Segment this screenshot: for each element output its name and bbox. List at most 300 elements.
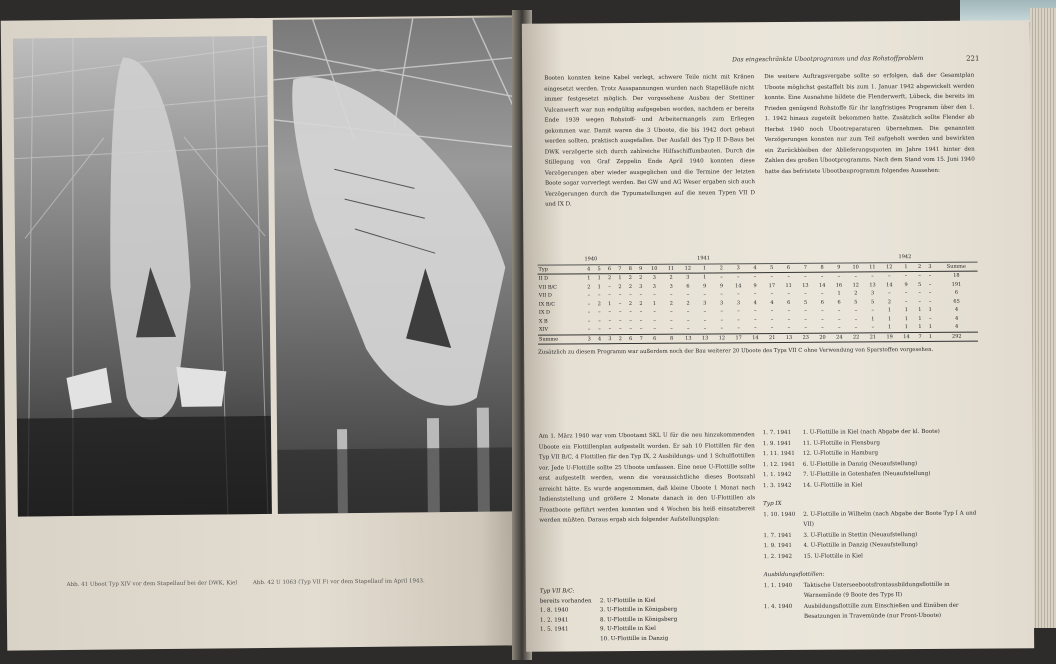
row-sum-cell: 65	[953, 298, 960, 305]
table-cell: 13	[869, 281, 876, 288]
type-cell: IX B/C	[538, 301, 556, 308]
table-cell: –	[770, 291, 774, 298]
type-cell: X B	[538, 318, 548, 325]
table-cell: –	[608, 309, 612, 316]
table-cell: 9	[753, 282, 757, 289]
table-cell: 1	[837, 290, 841, 297]
table-cell: –	[670, 308, 673, 315]
page-edges	[1030, 8, 1056, 628]
table-cell: –	[587, 326, 591, 333]
month-header: 3	[925, 262, 935, 272]
table-cell: –	[737, 308, 740, 315]
sum-cell: 13	[697, 333, 714, 343]
list-item-date: 1. 2. 1942	[763, 553, 793, 560]
table-cell: 1	[618, 275, 622, 282]
table-note: Zusätzlich zu diesem Programm war außerdem noch der Bau weiterer 20 Uboote des Typs VII C ohne Verwendung von Sparstoffen vorgesehen.	[538, 346, 934, 356]
table-cell: –	[653, 308, 656, 315]
sum-cell: 17	[730, 333, 747, 343]
table-cell: 1	[703, 274, 707, 281]
table-cell: 2	[854, 290, 858, 297]
table-cell: 2	[669, 274, 673, 281]
table-cell: 4	[753, 299, 757, 306]
table-cell: –	[918, 290, 922, 297]
row-sum-cell: 191	[951, 281, 962, 288]
table-cell: 16	[835, 282, 843, 289]
table-cell: –	[720, 325, 724, 332]
table-cell: –	[804, 273, 807, 280]
month-header: 12	[679, 264, 696, 274]
table-cell: –	[629, 326, 632, 333]
table-cell: 3	[652, 283, 656, 290]
month-header: 7	[797, 263, 814, 273]
table-cell: –	[871, 273, 874, 280]
flotilla-list-vii	[540, 586, 760, 645]
list-item-date: 1. 9. 1941	[763, 542, 792, 550]
text-column-left	[544, 72, 755, 210]
list-item-text: 7. U-Flottille in Gotenhafen (Neuaufstellung)	[802, 470, 931, 478]
program-table	[537, 253, 978, 345]
table-cell: –	[639, 291, 643, 298]
table-cell: –	[686, 317, 690, 324]
table-cell: –	[821, 307, 824, 314]
list-item-text: Taktische Unterseebootsfrontausbildungsflottille in Warnemünde (9 Boote des Typs II)	[803, 581, 950, 599]
list-item	[540, 634, 760, 645]
table-cell: –	[618, 292, 622, 299]
table-cell: 2	[607, 275, 612, 282]
sum-cell: 3	[605, 334, 615, 344]
photo-u1063	[273, 17, 522, 514]
table-cell: –	[854, 307, 858, 314]
table-cell: 2	[686, 300, 690, 307]
list-item-text: 2. U-Flottille in Wilhelm (nach Abgabe der Boote Typ I A und VII)	[803, 510, 977, 528]
table-cell: –	[618, 317, 622, 324]
table-cell: 3	[720, 299, 724, 306]
month-header: 11	[864, 262, 881, 272]
table-cell: –	[669, 291, 673, 298]
month-header: 2	[914, 262, 924, 272]
table-cell: 2	[639, 274, 643, 281]
table-cell: –	[837, 324, 841, 331]
list-item-date: 1. 5. 1941	[540, 626, 569, 633]
table-cell: –	[619, 326, 622, 333]
table-cell: –	[629, 309, 632, 316]
sum-cell: 13	[680, 334, 697, 344]
month-header: 11	[663, 264, 680, 274]
table-cell: –	[670, 317, 673, 324]
sum-cell: 1	[925, 332, 935, 342]
table-cell: 2	[628, 275, 632, 282]
month-header: 4	[583, 264, 593, 274]
submarine-photo-icon	[13, 36, 272, 517]
row-sum-cell: 18	[953, 272, 960, 279]
table-cell: –	[703, 291, 707, 298]
table-cell: –	[787, 324, 791, 331]
table-cell: 11	[785, 282, 792, 289]
figure-captions	[67, 577, 517, 588]
list-item-date: 1. 7. 1941	[762, 429, 792, 437]
list-item-text: 12. U-Flottille in Hamburg	[802, 450, 879, 457]
list-item	[763, 508, 983, 531]
month-header: 7	[615, 264, 625, 274]
table-cell: 14	[886, 281, 893, 288]
table-cell: –	[787, 316, 791, 323]
sum-cell: 13	[781, 333, 798, 343]
type-cell: VII B/C	[538, 284, 558, 291]
type-cell: XIV	[538, 326, 549, 333]
table-cell: –	[753, 291, 757, 298]
table-cell: 1	[904, 307, 908, 314]
table-cell: 6	[686, 283, 690, 290]
table-cell: –	[703, 317, 707, 324]
list-item-date: 1. 11. 1941	[762, 450, 795, 458]
sum-cell: 21	[764, 333, 781, 343]
table-cell: –	[854, 273, 857, 280]
table-cell: 1	[587, 275, 591, 282]
table-cell: 1	[871, 315, 875, 322]
list-item	[764, 600, 984, 623]
table-cell: 17	[768, 282, 776, 289]
table-cell: 3	[669, 283, 673, 290]
table-cell: –	[587, 317, 591, 324]
table-cell: 5	[854, 298, 858, 305]
table-cell: 13	[802, 282, 809, 289]
month-header: 2	[713, 263, 730, 273]
text-column-right	[764, 71, 975, 177]
list-vii-head: Typ VII B/C:	[539, 588, 575, 595]
table-cell: –	[904, 273, 908, 280]
table-cell: –	[737, 316, 740, 323]
sum-total-cell: 292	[936, 332, 978, 342]
table-cell: 3	[686, 274, 690, 281]
table-cell: 3	[703, 299, 707, 307]
year-1941: 1941	[696, 253, 897, 263]
table-cell: –	[653, 325, 656, 332]
list-item-date: 1. 7. 1941	[763, 532, 792, 539]
table-cell: –	[618, 300, 622, 307]
table-cell: –	[753, 308, 757, 315]
list-item-text: 1. U-Flottille in Kiel (nach Abgabe der kl. Boote)	[802, 428, 940, 436]
table-cell: –	[929, 315, 932, 322]
sum-cell: 14	[898, 332, 915, 342]
table-cell: 1	[904, 315, 908, 322]
table-cell: –	[804, 324, 807, 331]
type-header: Typ	[537, 264, 583, 274]
table-cell: –	[598, 317, 601, 324]
month-header: 3	[730, 263, 747, 273]
sum-cell: 12	[713, 333, 730, 343]
table-cell: –	[804, 316, 807, 323]
table-cell: 2	[628, 283, 633, 290]
month-header: 10	[847, 262, 864, 272]
row-sum-cell: 4	[955, 323, 959, 330]
table-cell: –	[639, 308, 643, 315]
table-cell: –	[820, 273, 824, 280]
table-cell: –	[821, 324, 824, 331]
table-cell: 6	[820, 299, 824, 306]
sum-cell: 8	[663, 334, 680, 344]
table-cell: 2	[618, 283, 622, 290]
list-item-date: 1. 4. 1940	[763, 603, 793, 610]
month-header: 5	[763, 263, 780, 273]
month-header: 4	[747, 263, 764, 273]
table-cell: –	[754, 325, 757, 332]
table-cell: 4	[770, 299, 774, 306]
table-cell: –	[904, 298, 908, 305]
table-cell: 6	[837, 299, 841, 306]
list-item-date: 1. 10. 1940	[763, 511, 796, 518]
table-cell: –	[804, 290, 807, 297]
table-cell: –	[629, 292, 632, 299]
table-cell: 1	[887, 324, 892, 331]
table-cell: 1	[608, 300, 612, 307]
left-page	[1, 15, 524, 650]
sum-row	[538, 332, 978, 345]
sum-cell: 21	[864, 332, 881, 342]
month-header: 1	[898, 262, 915, 272]
table-cell: 9	[904, 281, 908, 288]
flotilla-list-right	[763, 427, 984, 623]
sum-cell: 20	[814, 333, 831, 343]
list-item	[764, 579, 984, 602]
list-item	[763, 479, 983, 491]
sum-cell: 4	[594, 334, 604, 344]
table-cell: 3	[652, 274, 656, 281]
paragraph: Die weitere Auftragsvergabe sollte so erfolgen, daß der Gesamtplan Uboote möglichst gestaffelt bis zum 1. Januar 1942 abgewickelt werden konnte. Eine Ausnahme bildete die Flenderwerft, Lübeck, die bereits im Frieden genügend Rohstoffe für ihr langfristiges Programm über den 1. 1. 1942 hinaus zugeteilt bekommen hatte. Zusätzlich sollte Flender ab Herbst 1940 noch Ubootreparaturen übernehmen. Die genannten Verzögerungen konnten nur zum Teil aufgeholt werden und bewirkten ein Zurückbleiben der Ablieferungsquoten im Jahre 1941 hinter den Zahlen des großen Ubootprogramms. Nach dem Stand vom 15. Juni 1940 hatte das befristete Ubootbauprogramm folgendes Aussehen:	[764, 72, 975, 175]
table-cell: –	[653, 317, 656, 324]
photo-uboot-xiv	[13, 36, 272, 517]
table-cell: 2	[628, 300, 633, 307]
sum-cell: 19	[881, 332, 898, 342]
table-cell: –	[653, 291, 656, 298]
table-cell: –	[787, 290, 790, 297]
table-cell: 9	[719, 282, 724, 289]
list-item	[764, 550, 984, 562]
list-item-date	[540, 635, 600, 645]
table-cell: 1	[597, 275, 601, 282]
table-cell: 5	[918, 281, 922, 288]
table-cell: –	[837, 273, 841, 280]
table-cell: 1	[918, 323, 922, 331]
table-cell: –	[720, 274, 723, 281]
month-header: 9	[830, 263, 847, 273]
list-item-date: 1. 1. 1940	[763, 582, 793, 589]
table-cell: 14	[818, 282, 826, 289]
year-1940: 1940	[583, 255, 696, 265]
table-cell: 2	[669, 300, 673, 307]
month-header: 8	[814, 263, 831, 273]
month-header: 10	[646, 264, 663, 274]
table-cell: –	[753, 274, 757, 281]
paragraph: Am 1. März 1940 war vom Ubootamt SKL U für die neu hinzukommenden Uboote ein Flottillenplan aufgestellt worden. Er sah 10 Flottillen für den Typ VII B/C, 4 Flottillen für den Typ IX, 2 Ausbildungs- und 1 Schulflottillen vor. Jede U-Flottille sollte 25 Uboote umfassen. Eine neue U-Flottille sollte erst aufgestellt werden, wenn die voraussichtliche dieses Bootszahl erreicht hätte. Es wurde angenommen, daß kleine Uboote 1 Monat nach Indienststellung und größere 2 Monate danach in den U-Flottillen als Frontboote geführt werden konnten und 4 Wochen bis heiß einsatzbereit werden müßten. Daraus ergab sich folgender Aufstellungsplan:	[538, 432, 756, 524]
table-cell: –	[670, 325, 673, 332]
table-cell: 9	[703, 282, 707, 290]
right-page	[522, 20, 1034, 652]
running-head: Das eingeschränkte Ubootprogramm und das Rohstoffproblem	[732, 54, 924, 64]
table-cell: –	[686, 325, 690, 332]
table-cell: 3	[639, 283, 643, 290]
table-cell: –	[686, 308, 690, 315]
paragraph: Booten konnten keine Kabel verlegt, schwere Teile nicht mit Kränen eingesetzt werden. Trotz Ausspannungen wurden nach Stapelläufe nicht immer festgesetzt möglich. Der vorgesehene Ausbau der Stettiner Vulcanwerft war nun endgültig aufgegeben worden, nachdem er bereits Ende 1939 wegen Rohstoff- und Arbeitermangels zum Erliegen gekommen war. Damit waren die 3 Uboote, die bis 1942 dort gebaut werden sollten, praktisch ausgefallen. Der Ausfall des Typ II D-Baus bei DWK verzögerte sich durch zahlreiche Hilfsschiffumbauten. Durch die Stillegung von Graf Zeppelin Ende April 1940 konnten diese Verzögerungen aber wieder ausgeglichen und die Termine der letzten Boote sogar vorverlegt werden. Bei GW und AG Weser ergaben sich auch Verzögerungen durch die Typumstellungen auf die neuen Typen VII D und IX D.	[544, 74, 756, 208]
table-cell: 14	[735, 282, 742, 289]
table-cell: 1	[918, 306, 922, 314]
table-cell: –	[703, 308, 707, 315]
list-item-text: 2. U-Flottille in Kiel	[599, 597, 656, 604]
text-column-lower-left	[539, 430, 756, 526]
caption-fig41: Abb. 41 Uboot Typ XIV vor dem Stapellauf bei der DWK, Kiel	[66, 580, 238, 589]
list-item-text: 14. U-Flottille in Kiel	[803, 481, 863, 489]
table-cell: –	[871, 307, 874, 314]
table-cell: –	[608, 317, 612, 324]
table-cell: –	[904, 290, 908, 297]
table-cell: –	[787, 273, 790, 280]
flotilla-list-vii-items	[540, 596, 760, 645]
table-cell: 1	[597, 283, 601, 290]
sum-cell: 24	[831, 333, 848, 343]
table-cell: –	[598, 326, 601, 333]
table-body	[538, 271, 978, 344]
sum-cell: 7	[636, 334, 646, 344]
table-cell: 2	[639, 300, 643, 307]
table-cell: 1	[928, 306, 932, 313]
table-cell: –	[770, 316, 774, 323]
table-cell: –	[821, 316, 824, 323]
program-table-wrap	[537, 253, 978, 358]
table-cell: –	[787, 307, 791, 314]
table-cell: 1	[918, 315, 922, 322]
table-cell: –	[854, 324, 858, 331]
list-item-date: 1. 1. 1942	[762, 471, 792, 479]
type-cell: II D	[538, 275, 549, 282]
table-cell: –	[720, 316, 724, 323]
list-item-text: 3. U-Flottille in Königsberg	[599, 606, 678, 614]
month-header: 6	[780, 263, 797, 273]
table-cell: –	[703, 325, 707, 332]
table-cell: –	[598, 292, 601, 299]
table-cell: –	[754, 316, 757, 323]
list-item-text: 9. U-Flottille in Kiel	[600, 625, 656, 633]
table-cell: –	[587, 292, 591, 299]
table-cell: –	[720, 291, 723, 298]
list-item-date: 1. 12. 1941	[762, 461, 795, 468]
table-cell: –	[686, 291, 690, 298]
month-header: 1	[696, 263, 713, 273]
month-header: 8	[625, 264, 635, 274]
sum-cell: 6	[646, 334, 663, 344]
sum-cell: 22	[848, 332, 865, 342]
table-cell: –	[871, 324, 875, 331]
row-sum-cell: 6	[954, 289, 959, 296]
list-item-date: bereits vorhanden	[539, 597, 592, 605]
month-header: 5	[594, 264, 604, 274]
list-ix-head: Typ IX	[763, 500, 782, 508]
table-cell: 2	[887, 298, 892, 305]
page-number: 221	[966, 54, 980, 63]
table-cell: 6	[787, 299, 791, 306]
table-cell: –	[720, 308, 723, 315]
table-cell: 2	[597, 300, 601, 307]
list-item-date: 1. 2. 1941	[539, 616, 569, 624]
table-cell: –	[928, 272, 932, 279]
sum-cell: 23	[797, 333, 814, 343]
month-header: 6	[604, 264, 614, 274]
table-cell: –	[587, 300, 591, 307]
table-cell: –	[639, 317, 643, 324]
submarine-photo-icon	[273, 17, 522, 514]
table-cell: –	[608, 292, 611, 299]
table-cell: –	[918, 273, 921, 280]
list-item-text: Ausbildungsflottille zum Einschießen und Einüben der Besatzungen in Travemünde (nur Front-Uboote)	[803, 602, 959, 620]
table-cell: –	[618, 309, 622, 316]
caption-fig42: Abb. 42 U 1063 (Typ VII F) vor dem Stapellauf im April 1943.	[252, 578, 425, 587]
table-cell: 2	[587, 283, 591, 290]
table-cell: 5	[871, 298, 875, 305]
flotilla-list-training	[764, 579, 984, 623]
type-cell: VII D	[538, 292, 552, 299]
table-cell: –	[737, 325, 740, 332]
flotilla-list-ix	[763, 508, 983, 562]
table-cell: –	[928, 289, 932, 296]
table-cell: 12	[852, 281, 859, 288]
list-item-text: 8. U-Flottille in Königsberg	[599, 616, 678, 623]
list-item-text: 10. U-Flottille in Danzig	[600, 635, 669, 642]
table-cell: –	[918, 298, 922, 305]
list-item-text: 6. U-Flottille in Danzig (Neuaufstellung)	[802, 460, 918, 468]
table-cell: 1	[652, 300, 657, 307]
table-cell: 1	[928, 323, 932, 330]
table-cell: –	[928, 281, 932, 288]
sum-header: Summe	[935, 262, 977, 272]
table-cell: –	[770, 308, 774, 315]
sum-cell: 2	[615, 334, 625, 344]
row-sum-cell: 4	[955, 315, 959, 322]
table-cell: –	[804, 307, 807, 314]
list-item-text: 15. U-Flottille in Kiel	[803, 552, 863, 560]
sum-cell: 14	[747, 333, 764, 343]
table-cell: –	[887, 273, 891, 280]
year-1942: 1942	[897, 253, 977, 263]
sum-cell: 6	[626, 334, 636, 344]
table-cell: –	[770, 274, 774, 281]
sum-cell: 3	[584, 334, 594, 344]
list-train-head: Ausbildungsflottillen:	[763, 571, 825, 579]
table-cell: –	[928, 298, 932, 305]
table-cell: –	[629, 317, 632, 324]
table-cell: –	[608, 283, 611, 290]
table-cell: –	[736, 274, 740, 281]
month-header: 12	[881, 262, 898, 272]
table-cell: 1	[887, 315, 892, 322]
table-cell: –	[888, 290, 891, 297]
table-cell: –	[608, 326, 612, 333]
table-cell: 5	[803, 299, 808, 306]
list-item-text: 4. U-Flottille in Danzig (Neuaufstellung)	[803, 542, 918, 549]
table-cell: –	[770, 325, 774, 332]
table-cell: 1	[887, 307, 892, 314]
table-cell: –	[737, 291, 740, 298]
table-cell: –	[837, 316, 841, 323]
sum-label-cell: Summe	[538, 334, 584, 344]
month-header: 9	[635, 264, 645, 274]
table-cell: –	[598, 309, 601, 316]
table-cell: –	[837, 307, 841, 314]
table-cell: 3	[870, 290, 875, 297]
row-sum-cell: 4	[955, 306, 959, 313]
list-item-date: 1. 9. 1941	[762, 440, 792, 447]
list-item-text: 3. U-Flottille in Stettin (Neuaufstellung)	[803, 531, 918, 539]
list-item-text: 11. U-Flottille in Flensburg	[802, 439, 881, 447]
list-item-date: 1. 3. 1942	[763, 482, 792, 489]
year-spacer	[537, 255, 583, 264]
